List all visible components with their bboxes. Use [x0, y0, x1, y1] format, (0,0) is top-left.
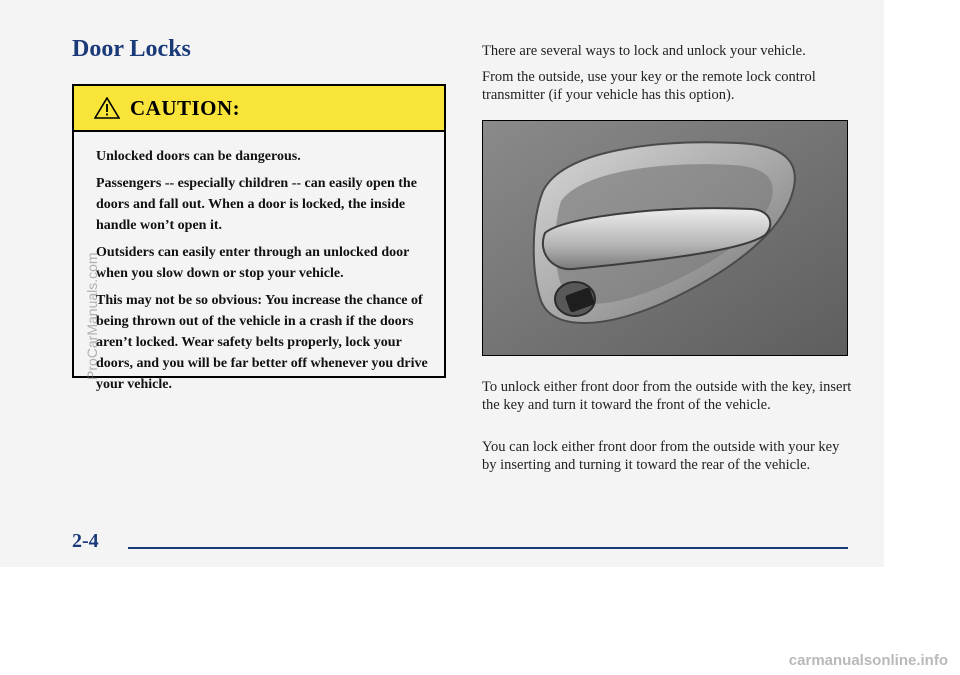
- page-title: Door Locks: [72, 36, 191, 62]
- caution-paragraph: This may not be so obvious: You increase the chance of being thrown out of the vehicle in a crash if the doors aren’t locked. Wear safety belts properly, lock your doors, and you will be far better off whenever you drive your vehicle.: [96, 293, 428, 392]
- intro-paragraph-2: [482, 68, 852, 104]
- unlock-text: To unlock either front door from the outside with the key, insert the key and turn it toward the front of the vehicle.: [482, 379, 852, 413]
- intro-paragraph-1: [482, 42, 852, 60]
- caution-header: [74, 86, 444, 132]
- caution-heading: CAUTION:: [130, 95, 241, 120]
- intro-text-2: From the outside, use your key or the remote lock control transmitter (if your vehicle has this option).: [482, 69, 816, 103]
- door-handle-photo: [482, 120, 848, 356]
- caution-paragraph: Passengers -- especially children -- can easily open the doors and fall out. When a door is locked, the inside handle won’t open it.: [96, 176, 417, 233]
- door-handle-illustration: [483, 121, 847, 355]
- lock-text: You can lock either front door from the outside with your key by inserting and turning it toward the rear of the vehicle.: [482, 439, 840, 473]
- lock-paragraph: [482, 438, 852, 474]
- caution-paragraph: Unlocked doors can be dangerous.: [96, 149, 301, 164]
- footer-site-label: carmanualsonline.info: [788, 652, 948, 669]
- caution-box: [72, 84, 446, 392]
- watermark-text: ProCarManuals.com: [84, 252, 100, 380]
- footer-rule: [128, 547, 848, 549]
- unlock-paragraph: [482, 378, 852, 414]
- page-number: 2-4: [72, 530, 99, 552]
- intro-text-1: There are several ways to lock and unlock your vehicle.: [482, 43, 806, 59]
- caution-body: [74, 132, 444, 395]
- caution-paragraph: Outsiders can easily enter through an unlocked door when you slow down or stop your vehicle.: [96, 245, 410, 281]
- warning-triangle-icon: [94, 97, 120, 119]
